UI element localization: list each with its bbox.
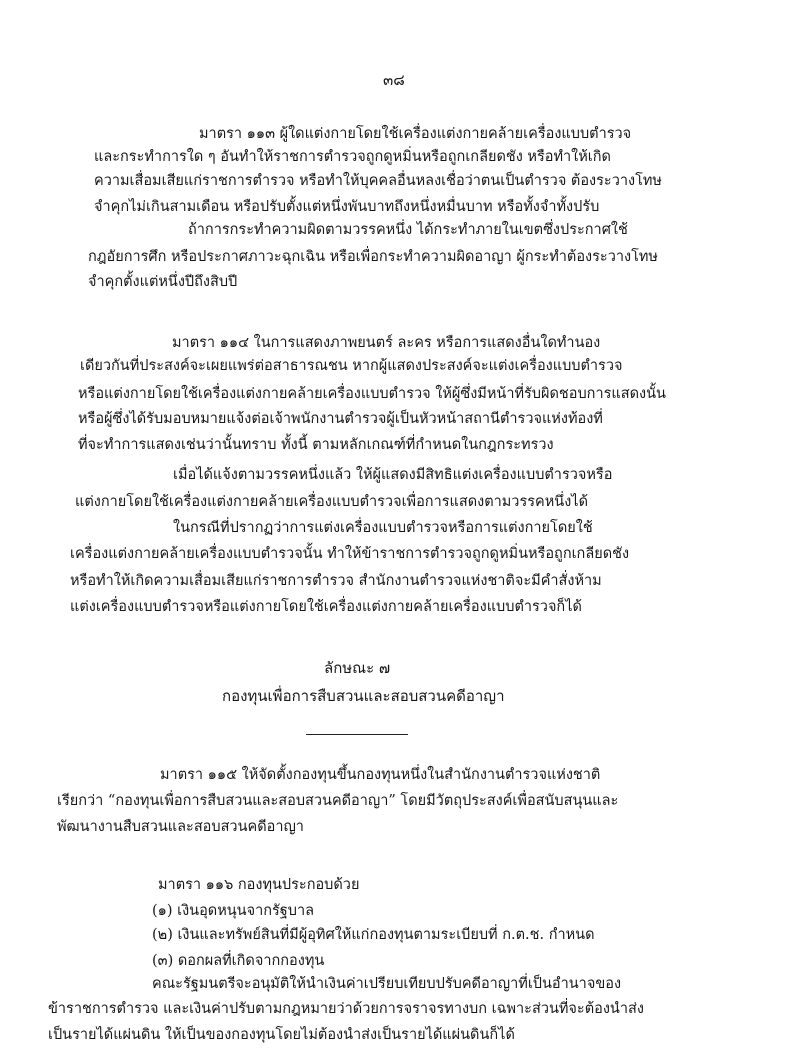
sec114-line-4: หรือผู้ซึ่งได้รับมอบหมายแจ้งต่อเจ้าพนักงานตำรวจผู้เป็นหัวหน้าสถานีตำรวจแห่งท้องที่ — [78, 411, 603, 427]
sec113-line-3: ความเสื่อมเสียแก่ราชการตำรวจ หรือทำให้บุคคลอื่นหลงเชื่อว่าตนเป็นตำรวจ ต้องระวางโทษ — [94, 173, 662, 189]
sec116-item-3: (๓) ดอกผลที่เกิดจากกองทุน — [152, 953, 325, 969]
sec116-line-5: คณะรัฐมนตรีจะอนุมัติให้นำเงินค่าเปรียบเทียบปรับคดีอาญาที่เป็นอำนาจของ — [152, 976, 622, 992]
sec116-line-1: มาตรา ๑๑๖ กองทุนประกอบด้วย — [158, 877, 360, 893]
sec113-line-7: จำคุกตั้งแต่หนึ่งปีถึงสิบปี — [88, 274, 238, 290]
sec115-line-3: พัฒนางานสืบสวนและสอบสวนคดีอาญา — [57, 819, 304, 835]
sec113-line-6: กฎอัยการศึก หรือประกาศภาวะฉุกเฉิน หรือเพื่อกระทำความผิดอาญา ผู้กระทำต้องระวางโทษ — [88, 249, 658, 265]
sec116-line-6: ข้าราชการตำรวจ และเงินค่าปรับตามกฎหมายว่าด้วยการจราจรทางบก เฉพาะส่วนที่จะต้องนำส่ง — [48, 1001, 644, 1017]
sec114-line-3: หรือแต่งกายโดยใช้เครื่องแต่งกายคล้ายเครื่องแบบตำรวจ ให้ผู้ซึ่งมีหน้าที่รับผิดชอบการแสดงนั้น — [78, 386, 666, 402]
sec113-line-4: จำคุกไม่เกินสามเดือน หรือปรับตั้งแต่หนึ่งพันบาทถึงหนึ่งหมื่นบาท หรือทั้งจำทั้งปรับ — [94, 199, 600, 215]
page-number: ๓๘ — [383, 71, 405, 89]
sec116-line-7: เป็นรายได้แผ่นดิน ให้เป็นของกองทุนโดยไม่ต้องนำส่งเป็นรายได้แผ่นดินก็ได้ — [48, 1027, 515, 1043]
sec115-line-2: เรียกว่า “กองทุนเพื่อการสืบสวนและสอบสวนคดีอาญา” โดยมีวัตถุประสงค์เพื่อสนับสนุนและ — [57, 793, 619, 809]
sec114-line-1: มาตรา ๑๑๔ ในการแสดงภาพยนตร์ ละคร หรือการแสดงอื่นใดทำนอง — [172, 335, 601, 351]
sec113-line-2: และกระทำการใด ๆ อันทำให้ราชการตำรวจถูกดูหมิ่นหรือถูกเกลียดชัง หรือทำให้เกิด — [94, 149, 611, 165]
sec114-line-8: ในกรณีที่ปรากฏว่าการแต่งเครื่องแบบตำรวจหรือการแต่งกายโดยใช้ — [173, 520, 593, 536]
sec114-line-6: เมื่อได้แจ้งตามวรรคหนึ่งแล้ว ให้ผู้แสดงมีสิทธิแต่งเครื่องแบบตำรวจหรือ — [173, 467, 613, 483]
chapter-label: ลักษณะ ๗ — [324, 659, 391, 677]
sec114-line-9: เครื่องแต่งกายคล้ายเครื่องแบบตำรวจนั้น ทำให้ข้าราชการตำรวจถูกดูหมิ่นหรือถูกเกลียดชัง — [70, 546, 630, 562]
chapter-title: กองทุนเพื่อการสืบสวนและสอบสวนคดีอาญา — [222, 687, 505, 705]
sec116-item-1: (๑) เงินอุดหนุนจากรัฐบาล — [152, 903, 315, 919]
sec114-line-5: ที่จะทำการแสดงเช่นว่านั้นทราบ ทั้งนี้ ตามหลักเกณฑ์ที่กำหนดในกฎกระทรวง — [78, 437, 554, 453]
sec115-line-1: มาตรา ๑๑๕ ให้จัดตั้งกองทุนขึ้นกองทุนหนึ่งในสำนักงานตำรวจแห่งชาติ — [160, 767, 601, 783]
sec114-line-2: เดียวกันที่ประสงค์จะเผยแพร่ต่อสาธารณชน หากผู้แสดงประสงค์จะแต่งเครื่องแบบตำรวจ — [80, 358, 623, 374]
sec114-line-11: แต่งเครื่องแบบตำรวจหรือแต่งกายโดยใช้เครื่องแต่งกายคล้ายเครื่องแบบตำรวจก็ได้ — [70, 599, 582, 615]
sec116-item-2: (๒) เงินและทรัพย์สินที่มีผู้อุทิศให้แก่กองทุนตามระเบียบที่ ก.ต.ช. กำหนด — [152, 927, 595, 943]
sec114-line-7: แต่งกายโดยใช้เครื่องแต่งกายคล้ายเครื่องแบบตำรวจเพื่อการแสดงตามวรรคหนึ่งได้ — [75, 494, 588, 510]
chapter-divider — [306, 734, 408, 735]
sec114-line-10: หรือทำให้เกิดความเสื่อมเสียแก่ราชการตำรวจ สำนักงานตำรวจแห่งชาติจะมีคำสั่งห้าม — [70, 573, 602, 589]
sec113-line-5: ถ้าการกระทำความผิดตามวรรคหนึ่ง ได้กระทำภายในเขตซึ่งประกาศใช้ — [188, 222, 628, 238]
sec113-line-1: มาตรา ๑๑๓ ผู้ใดแต่งกายโดยใช้เครื่องแต่งกายคล้ายเครื่องแบบตำรวจ — [199, 126, 632, 142]
